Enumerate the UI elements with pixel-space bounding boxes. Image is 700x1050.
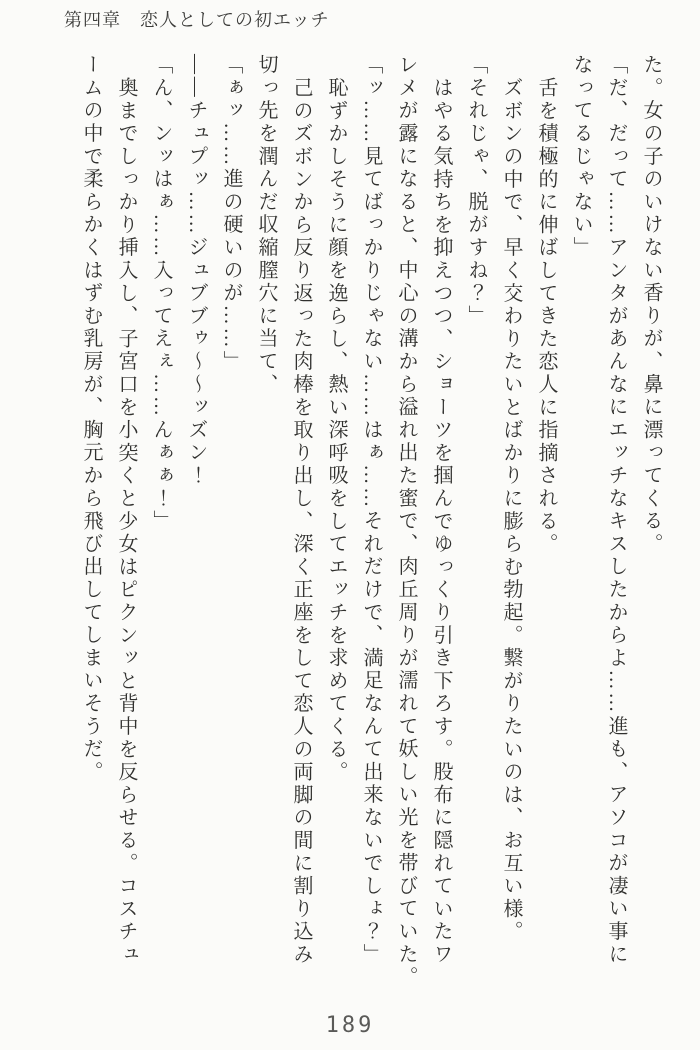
narration-line: た。女の子のいけない香りが、鼻に漂ってくる。 bbox=[640, 54, 662, 556]
dialogue-line: 「だ、だって……アンタがあんなにエッチなキスしたからよ……進も、アソコが凄い事に bbox=[605, 54, 627, 966]
narration-line: 奥までしっかり挿入し、子宮口を小突くと少女はピクンッと背中を反らせる。コスチュ bbox=[115, 77, 137, 967]
dialogue-line: 「ん、ンッはぁ……入ってえぇ……んぁぁ！」 bbox=[150, 54, 172, 533]
narration-line: ームの中で柔らかくはずむ乳房が、胸元から飛び出してしまいそうだ。 bbox=[80, 54, 102, 784]
narration-line: 舌を積極的に伸ばしてきた恋人に指摘される。 bbox=[535, 77, 557, 556]
dialogue-line: 「ぁッ……進の硬いのが……」 bbox=[220, 54, 242, 374]
narration-line: ズボンの中で、早く交わりたいとばかりに膨らむ勃起。繋がりたいのは、お互い様。 bbox=[500, 77, 522, 944]
narration-line: 切っ先を潤んだ収縮膣穴に当て、 bbox=[255, 54, 277, 396]
sfx-line: ――チュプッ……ジュブブゥ〜〜ッズン！ bbox=[185, 54, 207, 488]
narration-line: 恥ずかしそうに顔を逸らし、熱い深呼吸をしてエッチを求めてくる。 bbox=[325, 77, 347, 784]
narration-line: 己のズボンから反り返った肉棒を取り出し、深く正座をして恋人の両脚の間に割り込み bbox=[290, 77, 312, 967]
narration-line: はやる気持ちを抑えつつ、ショーツを掴んでゆっくり引き下ろす。股布に隠れていたワ bbox=[430, 77, 452, 967]
text-body bbox=[73, 54, 668, 992]
narration-line: レメが露になると、中心の溝から溢れ出た蜜で、肉丘周りが濡れて妖しい光を帯びていた。 bbox=[395, 54, 417, 989]
chapter-header: 第四章 恋人としての初エッチ bbox=[64, 10, 330, 30]
dialogue-line: なってるじゃない」 bbox=[570, 54, 592, 260]
dialogue-line: 「それじゃ、脱がすね？」 bbox=[465, 54, 487, 328]
page-number: 189 bbox=[325, 1013, 375, 1038]
dialogue-line: 「ッ……見てばっかりじゃない……はぁ……それだけで、満足なんて出来ないでしょ？」 bbox=[360, 54, 382, 966]
